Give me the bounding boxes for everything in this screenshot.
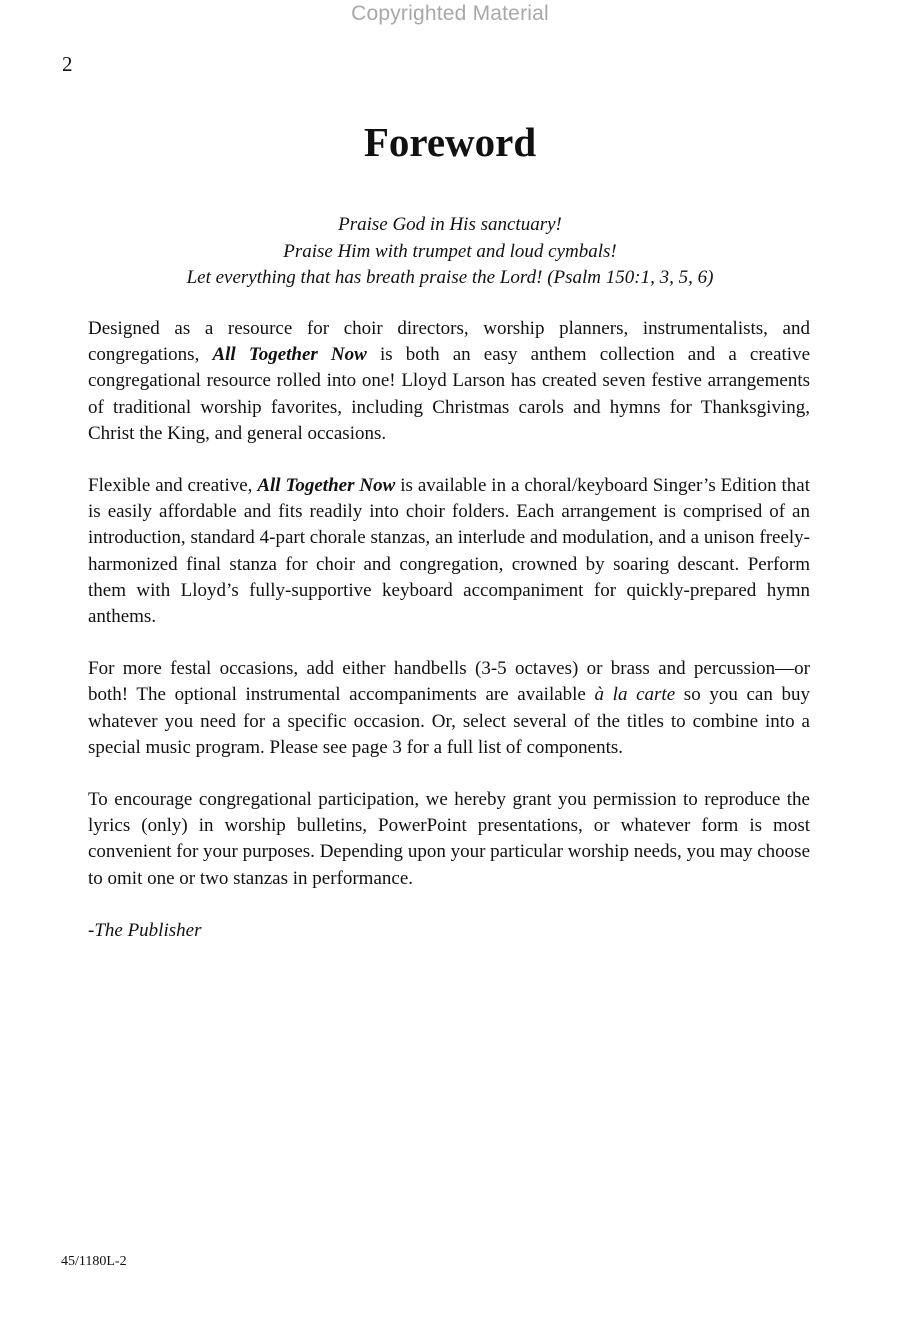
paragraph-3-text-b: so you can buy whatever you need for a specific occasion. Or, select several of the titles to combine into a special music program. Please see page 3 for a full list of components. [88, 684, 811, 758]
book-title: All Together Now [257, 475, 396, 497]
paragraph-3-text-a: For more festal occasions, add either handbells (3-5 octaves) or brass and percussion—or both! The optional instrumental accompaniments are available [88, 658, 810, 706]
epigraph-line-2: Praise Him with trumpet and loud cymbals! [283, 240, 617, 262]
paragraph-2-text-b: is available in a choral/keyboard Singer’s Edition that is easily affordable and fits readily into choir folders. Each arrangement is comprised of an introduction, standard 4-part chorale stanzas, an interlude and modulation, and a unison freely-harmonized final stanza for choir and congregation, crowned by soaring descant. Perform them with Lloyd’s fully-supportive keyboard accompaniment for quickly-prepared hymn anthems. [88, 475, 810, 628]
epigraph-line-3: Let everything that has breath praise the Lord! (Psalm 150:1, 3, 5, 6) [186, 267, 714, 288]
epigraph-line-1: Praise God in His sanctuary! [338, 214, 562, 235]
epigraph [0, 212, 900, 292]
paragraph-1-text-a: Designed as a resource for choir directors, worship planners, instrumentalists, and congregations, [88, 318, 810, 366]
copyright-watermark: Copyrighted Material [351, 2, 549, 25]
page-title: Foreword [363, 119, 537, 165]
publisher-signature: -The Publisher [88, 919, 202, 941]
paragraph-4: To encourage congregational participation, we hereby grant you permission to reproduce the lyrics (only) in worship bulletins, PowerPoint presentations, or whatever form is most convenient for your purposes. Depending upon your particular worship needs, you may choose to omit one or two stanzas in performance. [88, 789, 810, 889]
paragraph-2-text-a: Flexible and creative, [88, 475, 258, 497]
paragraph-1-text-b: is both an easy anthem collection and a creative congregational resource rolled into one! Lloyd Larson has created seven festive arrangements of traditional worship favorites, including Christmas carols and hymns for Thanksgiving, Christ the King, and general occasions. [88, 344, 811, 444]
book-title: All Together Now [212, 344, 367, 366]
foreword-body [88, 316, 810, 970]
page-number: 2 [62, 52, 73, 76]
paragraph-3 [88, 656, 810, 761]
catalog-code: 45/1180L-2 [61, 1254, 127, 1269]
a-la-carte-phrase: à la carte [594, 684, 676, 706]
paragraph-1 [88, 316, 810, 447]
paragraph-2 [88, 473, 810, 630]
